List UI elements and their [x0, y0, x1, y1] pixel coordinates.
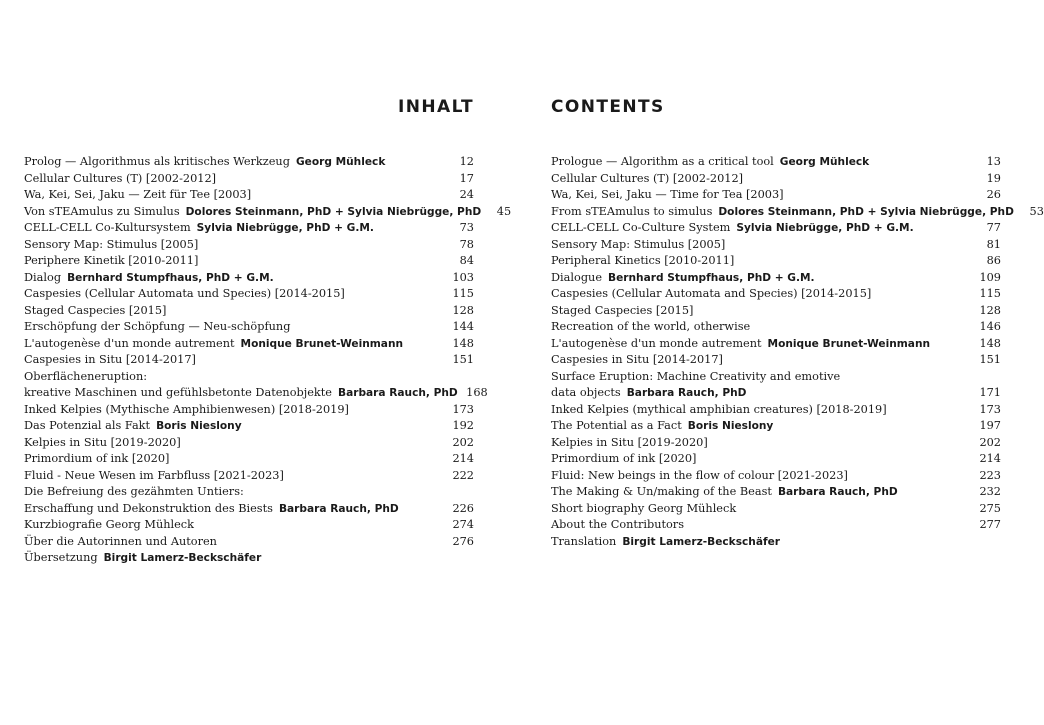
toc-entry-title: kreative Maschinen und gefühlsbetonte Datenobjekte — [24, 386, 332, 399]
toc-entry-title: Staged Caspecies [2015] — [24, 303, 167, 317]
toc-entry-text — [551, 517, 971, 534]
toc-entry-text — [551, 187, 971, 204]
toc-entry-page: 19 — [986, 171, 1001, 185]
toc-entry-title: About the Contributors — [551, 518, 685, 531]
toc-entry — [24, 418, 474, 435]
toc-entry-page: 84 — [459, 254, 474, 267]
toc-entry-page: 202 — [979, 435, 1001, 449]
toc-entry-page: 77 — [986, 221, 1001, 234]
toc-entry-text — [24, 385, 458, 402]
toc-entry-text — [24, 270, 444, 287]
toc-entry-title: The Potential as a Fact — [551, 419, 682, 432]
toc-entry-title: Erschöpfung der Schöpfung — Neu-schöpfung — [24, 320, 291, 333]
toc-entry-title: Staged Caspecies [2015] — [551, 303, 694, 317]
toc-entry-title: data objects — [551, 386, 621, 399]
toc-entry-title: Short biography Georg Mühleck — [551, 501, 737, 515]
toc-entry-author: Boris Nieslony — [156, 420, 242, 432]
toc-entry — [24, 385, 488, 402]
toc-entry-page: 128 — [452, 303, 474, 317]
toc-entry-text — [551, 402, 971, 419]
toc-entry-title: From sTEAmulus to simulus — [551, 204, 713, 218]
toc-entry-page: 226 — [452, 501, 474, 515]
toc-entry-title: CELL-CELL Co-Culture System — [551, 221, 731, 234]
toc-entry-title: Wa, Kei, Sei, Jaku — Zeit für Tee [2003] — [24, 188, 252, 201]
toc-entry-author: Birgit Lamerz-Beckschäfer — [103, 552, 262, 564]
toc-entry-text — [24, 286, 444, 303]
toc-entry-author: Bernhard Stumpfhaus, PhD + G.M. — [608, 271, 815, 284]
toc-entry-page: 274 — [452, 518, 474, 531]
toc-entry-title: Dialog — [24, 270, 62, 284]
toc-entry — [551, 336, 1001, 353]
toc-entry-title: Caspesies in Situ [2014-2017] — [551, 353, 723, 366]
german-toc-list — [24, 154, 512, 567]
toc-entry — [551, 237, 1001, 254]
toc-entry-author: Boris Nieslony — [687, 420, 774, 432]
toc-entry-page: 17 — [459, 171, 474, 185]
toc-entry — [24, 517, 474, 534]
toc-entry-title: Cellular Cultures (T) [2002-2012] — [24, 171, 217, 185]
toc-entry — [24, 451, 474, 468]
toc-entry-text — [551, 171, 971, 188]
toc-entry-title: Wa, Kei, Sei, Jaku — Time for Tea [2003] — [551, 188, 784, 201]
toc-entry-text — [24, 501, 444, 518]
toc-entry-title: Caspesies (Cellular Automata und Species) [2014-2015] — [24, 287, 345, 300]
toc-entry-text — [551, 336, 971, 353]
toc-entry — [24, 237, 474, 254]
toc-entry-text — [24, 303, 444, 320]
toc-entry-title: Fluid: New beings in the flow of colour [2021-2023] — [551, 468, 848, 482]
toc-entry-text — [551, 468, 971, 485]
english-heading: CONTENTS — [551, 97, 665, 117]
toc-entry-title: Inked Kelpies (mythical amphibian creatures) [2018-2019] — [551, 402, 887, 416]
toc-entry-page: 151 — [979, 353, 1001, 366]
toc-entry — [24, 171, 474, 188]
toc-entry-text — [551, 534, 971, 551]
toc-entry — [551, 270, 1001, 287]
toc-entry-page: 144 — [452, 320, 474, 333]
toc-entry — [551, 171, 1001, 188]
toc-entry-page: 26 — [986, 188, 1001, 201]
toc-entry-text — [24, 204, 481, 221]
toc-entry-page: 202 — [452, 435, 474, 449]
toc-entry-page: 277 — [979, 518, 1001, 531]
toc-entry-text — [24, 451, 444, 468]
toc-entry-title: Primordium of ink [2020] — [24, 452, 170, 465]
toc-entry-page: 86 — [986, 254, 1001, 267]
toc-entry-page: 168 — [466, 386, 488, 399]
toc-entry — [24, 253, 474, 270]
toc-entry-page: 78 — [459, 237, 474, 251]
toc-entry-title: L'autogenèse d'un monde autrement — [24, 336, 235, 350]
toc-entry — [551, 187, 1001, 204]
toc-entry-page: 24 — [459, 188, 474, 201]
toc-entry-page: 148 — [452, 336, 474, 350]
toc-entry-text — [551, 204, 1014, 221]
toc-entry-title: Von sTEAmulus zu Simulus — [24, 204, 180, 218]
toc-entry-title: Erschaffung und Dekonstruktion des Biests — [24, 501, 273, 515]
toc-entry-text — [24, 484, 444, 501]
toc-entry-text — [551, 369, 971, 386]
toc-entry-page: 275 — [979, 501, 1001, 515]
toc-entry-title: Cellular Cultures (T) [2002-2012] — [551, 171, 744, 185]
toc-entry-title: Übersetzung — [24, 551, 98, 564]
toc-entry — [551, 484, 1001, 501]
toc-entry-page: 148 — [979, 336, 1001, 350]
toc-entry-author: Bernhard Stumpfhaus, PhD + G.M. — [67, 271, 274, 284]
toc-entry-page: 192 — [452, 419, 474, 432]
toc-entry-author: Sylvia Niebrügge, PhD + G.M. — [196, 222, 374, 234]
toc-entry-page: 103 — [452, 270, 474, 284]
toc-entry-text — [24, 187, 444, 204]
toc-entry-page: 115 — [452, 287, 474, 300]
toc-entry-author: Barbara Rauch, PhD — [338, 387, 458, 399]
toc-entry — [24, 154, 474, 171]
toc-entry-text — [551, 319, 971, 336]
toc-entry-page: 276 — [452, 534, 474, 548]
toc-entry-text — [551, 154, 971, 171]
toc-entry-author: Monique Brunet-Weinmann — [767, 337, 931, 350]
german-heading: INHALT — [398, 97, 474, 117]
toc-entry-text — [551, 286, 971, 303]
toc-entry-page: 81 — [986, 237, 1001, 251]
toc-entry — [24, 270, 474, 287]
toc-entry — [551, 435, 1001, 452]
english-toc-list — [551, 154, 1044, 550]
toc-entry-text — [24, 550, 444, 567]
toc-entry-title: L'autogenèse d'un monde autrement — [551, 336, 762, 350]
toc-entry — [24, 484, 474, 501]
toc-entry-text — [24, 171, 444, 188]
toc-entry-page: 73 — [459, 221, 474, 234]
toc-entry — [551, 154, 1001, 171]
toc-entry — [24, 435, 474, 452]
toc-entry-title: Das Potenzial als Fakt — [24, 419, 151, 432]
toc-entry-title: Surface Eruption: Machine Creativity and emotive — [551, 369, 841, 383]
toc-entry-page: 232 — [979, 485, 1001, 498]
toc-entry — [551, 220, 1001, 237]
toc-entry-page: 223 — [979, 468, 1001, 482]
toc-entry-title: Sensory Map: Stimulus [2005] — [24, 237, 199, 251]
toc-entry-title: Inked Kelpies (Mythische Amphibienwesen) [2018-2019] — [24, 402, 349, 416]
toc-entry — [24, 468, 474, 485]
toc-entry-title: Translation — [551, 534, 617, 548]
toc-entry-text — [551, 418, 971, 435]
toc-entry-text — [24, 237, 444, 254]
toc-entry-page: 45 — [496, 204, 512, 218]
toc-entry-author: Birgit Lamerz-Beckschäfer — [622, 535, 781, 548]
toc-entry-text — [24, 336, 444, 353]
toc-entry-page: 222 — [452, 468, 474, 482]
toc-entry — [24, 550, 474, 567]
toc-entry-title: Kurzbiografie Georg Mühleck — [24, 518, 194, 531]
toc-entry-author: Georg Mühleck — [779, 156, 870, 168]
toc-entry-title: Recreation of the world, otherwise — [551, 320, 751, 333]
toc-entry — [551, 253, 1001, 270]
toc-entry-text — [551, 303, 971, 320]
toc-entry-title: Die Befreiung des gezähmten Untiers: — [24, 485, 244, 498]
toc-entry — [551, 385, 1001, 402]
toc-entry — [551, 501, 1001, 518]
toc-entry-title: Peripheral Kinetics [2010-2011] — [551, 254, 735, 267]
toc-entry-text — [24, 517, 444, 534]
toc-entry — [24, 204, 512, 221]
toc-entry-text — [24, 154, 444, 171]
toc-entry-author: Georg Mühleck — [295, 156, 386, 168]
toc-entry-author: Dolores Steinmann, PhD + Sylvia Niebrügge, PhD — [185, 205, 482, 218]
toc-entry-title: CELL-CELL Co-Kultursystem — [24, 221, 191, 234]
toc-entry — [24, 303, 474, 320]
toc-entry — [24, 501, 474, 518]
toc-entry-text — [551, 270, 971, 287]
toc-entry-page: 173 — [979, 402, 1001, 416]
toc-entry — [551, 204, 1044, 221]
toc-entry — [24, 402, 474, 419]
toc-entry-title: Oberflächeneruption: — [24, 369, 148, 383]
toc-entry — [551, 517, 1001, 534]
toc-entry — [551, 451, 1001, 468]
toc-entry-title: Dialogue — [551, 270, 603, 284]
toc-entry-page: 109 — [979, 270, 1001, 284]
toc-entry — [551, 369, 1001, 386]
toc-entry-author: Monique Brunet-Weinmann — [240, 337, 404, 350]
toc-entry-title: The Making & Un/making of the Beast — [551, 485, 772, 498]
toc-entry-title: Primordium of ink [2020] — [551, 452, 697, 465]
toc-entry-title: Über die Autorinnen und Autoren — [24, 534, 217, 548]
toc-entry-text — [551, 501, 971, 518]
toc-entry — [24, 534, 474, 551]
toc-entry-text — [551, 253, 971, 270]
toc-entry-title: Caspesies in Situ [2014-2017] — [24, 353, 196, 366]
toc-entry — [24, 319, 474, 336]
toc-entry-text — [551, 435, 971, 452]
toc-entry — [551, 352, 1001, 369]
toc-entry-title: Kelpies in Situ [2019-2020] — [551, 435, 708, 449]
toc-entry-text — [24, 402, 444, 419]
toc-entry-text — [24, 468, 444, 485]
toc-entry — [24, 369, 474, 386]
toc-entry — [24, 336, 474, 353]
toc-entry — [551, 402, 1001, 419]
toc-entry-author: Dolores Steinmann, PhD + Sylvia Niebrügge, PhD — [718, 205, 1014, 218]
toc-entry — [551, 534, 1001, 551]
toc-entry — [24, 286, 474, 303]
toc-entry — [551, 319, 1001, 336]
toc-entry-page: 171 — [979, 386, 1001, 399]
toc-entry-page: 214 — [452, 452, 474, 465]
toc-entry-text — [551, 451, 971, 468]
toc-entry-page: 173 — [452, 402, 474, 416]
toc-entry-text — [551, 352, 971, 369]
toc-entry-text — [24, 435, 444, 452]
toc-entry — [551, 303, 1001, 320]
toc-entry — [551, 468, 1001, 485]
toc-entry-page: 12 — [459, 155, 474, 168]
toc-entry-text — [551, 220, 971, 237]
toc-entry-page: 214 — [979, 452, 1001, 465]
toc-entry-page: 53 — [1029, 204, 1044, 218]
toc-entry-page: 13 — [986, 155, 1001, 168]
toc-entry-title: Sensory Map: Stimulus [2005] — [551, 237, 726, 251]
toc-entry-author: Barbara Rauch, PhD — [626, 387, 747, 399]
toc-entry-page: 151 — [452, 353, 474, 366]
toc-entry — [551, 286, 1001, 303]
toc-entry-text — [551, 385, 971, 402]
toc-entry — [24, 220, 474, 237]
toc-entry-title: Prologue — Algorithm as a critical tool — [551, 155, 774, 168]
toc-entry-text — [24, 418, 444, 435]
toc-entry — [551, 418, 1001, 435]
toc-entry-text — [551, 484, 971, 501]
toc-entry-text — [551, 237, 971, 254]
toc-entry-author: Sylvia Niebrügge, PhD + G.M. — [736, 222, 914, 234]
toc-entry-text — [24, 534, 444, 551]
toc-entry — [24, 187, 474, 204]
toc-entry-page: 197 — [979, 419, 1001, 432]
toc-entry-text — [24, 319, 444, 336]
toc-entry-title: Kelpies in Situ [2019-2020] — [24, 435, 181, 449]
toc-entry-title: Caspesies (Cellular Automata and Species) [2014-2015] — [551, 287, 872, 300]
toc-entry-author: Barbara Rauch, PhD — [278, 502, 399, 515]
toc-entry-text — [24, 352, 444, 369]
toc-entry-page: 146 — [979, 320, 1001, 333]
toc-entry-text — [24, 220, 444, 237]
toc-entry-title: Fluid - Neue Wesen im Farbfluss [2021-2023] — [24, 468, 284, 482]
toc-entry-text — [24, 253, 444, 270]
toc-entry-title: Periphere Kinetik [2010-2011] — [24, 254, 199, 267]
toc-entry-page: 128 — [979, 303, 1001, 317]
toc-entry-page: 115 — [979, 287, 1001, 300]
toc-entry-text — [24, 369, 444, 386]
toc-entry-title: Prolog — Algorithmus als kritisches Werkzeug — [24, 155, 290, 168]
toc-entry — [24, 352, 474, 369]
toc-entry-author: Barbara Rauch, PhD — [777, 486, 898, 498]
